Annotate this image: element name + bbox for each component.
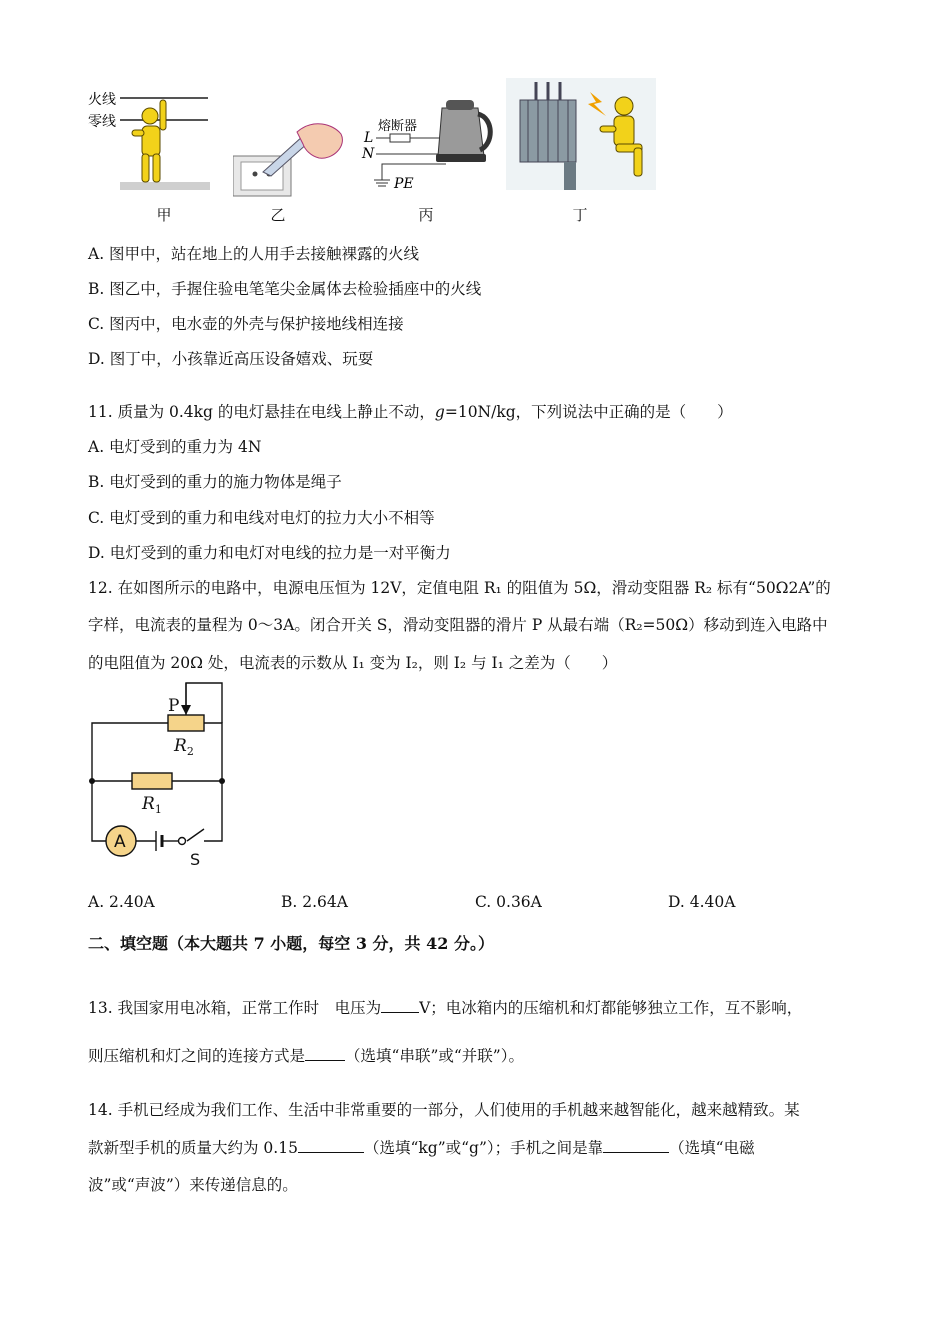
q14-text-1: 款新型手机的质量大约为 0.15 (88, 1139, 298, 1157)
q14-line-1: 14. 手机已经成为我们工作、生活中非常重要的一部分，人们使用的手机越来越智能化，越来越精致。某 (88, 1101, 800, 1119)
q11-stem-prefix: 11. 质量为 0.4kg 的电灯悬挂在电线上静止不动， (88, 403, 435, 421)
figure-jia (88, 74, 213, 199)
zero-line-label: 零线 (88, 114, 116, 130)
q11-g-symbol: g (434, 403, 445, 421)
slider-arrow-icon (181, 705, 191, 715)
live-wire-label: L (364, 130, 374, 146)
q13-text-3: 则压缩机和灯之间的连接方式是 (88, 1047, 306, 1065)
q13-line-1 (88, 996, 802, 1018)
q12-stem-line-3: 的电阻值为 20Ω 处，电流表的示数从 I₁ 变为 I₂，则 I₂ 与 I₁ 之差为（ ） (88, 654, 618, 672)
caption-bing: 丙 (418, 206, 434, 224)
q14-text-3: （选填“电磁 (669, 1139, 755, 1157)
fuse-symbol (390, 134, 410, 142)
q11-option-b: B. 电灯受到的重力的施力物体是绳子 (88, 473, 342, 491)
q13-text-4: （选填“串联”或“并联”）。 (345, 1047, 524, 1065)
q13-blank-1[interactable] (381, 998, 419, 1013)
neutral-wire-label: N (362, 146, 375, 162)
switch-label: S (190, 850, 201, 869)
q11-stem (88, 400, 733, 422)
resistor-r2 (168, 715, 204, 731)
q12-option-d: D. 4.40A (668, 893, 736, 911)
q12-stem-line-1: 12. 在如图所示的电路中，电源电压恒为 12V，定值电阻 R₁ 的阻值为 5Ω，滑动变阻器 R₂ 标有“50Ω2A”的 (88, 579, 831, 597)
q11-stem-suffix: =10N/kg，下列说法中正确的是（ ） (444, 403, 733, 421)
resistor-r1 (132, 773, 172, 789)
q13-line-2 (88, 1044, 524, 1066)
q13-blank-2[interactable] (305, 1046, 345, 1061)
q10-option-c: C. 图丙中，电水壶的外壳与保护接地线相连接 (88, 315, 404, 333)
q10-option-a: A. 图甲中，站在地上的人用手去接触裸露的火线 (88, 245, 420, 263)
battery-icon (156, 831, 162, 851)
section-2-heading: 二、填空题（本大题共 7 小题，每空 3 分，共 42 分。） (88, 934, 494, 953)
protective-earth-label: PE (394, 176, 414, 192)
q12-circuit-diagram (88, 675, 238, 875)
q14-line-3: 波”或“声波”）来传递信息的。 (88, 1176, 298, 1194)
caption-jia: 甲 (156, 206, 172, 224)
figure-bing (360, 74, 500, 199)
q12-option-c: C. 0.36A (475, 893, 542, 911)
q12-option-b: B. 2.64A (281, 893, 348, 911)
q14-blank-2[interactable] (603, 1138, 669, 1153)
ammeter-icon (106, 826, 136, 856)
q13-text-1: 13. 我国家用电冰箱，正常工作时 电压为 (88, 999, 382, 1017)
caption-yi: 乙 (270, 206, 286, 224)
q10-option-d: D. 图丁中，小孩靠近高压设备嬉戏、玩耍 (88, 350, 374, 368)
r1-label: $R_1$ (142, 794, 162, 816)
junction-right (219, 778, 225, 784)
q11-option-c: C. 电灯受到的重力和电线对电灯的拉力大小不相等 (88, 509, 435, 527)
q13-text-2: V；电冰箱内的压缩机和灯都能够独立工作，互不影响， (419, 999, 803, 1017)
person-touching-wire-icon (132, 100, 166, 182)
fire-line-label: 火线 (88, 92, 116, 108)
q14-blank-1[interactable] (298, 1138, 364, 1153)
figure-yi (233, 74, 353, 199)
caption-ding: 丁 (572, 206, 588, 224)
electric-kettle-icon (436, 100, 490, 162)
figure-ding (506, 74, 656, 199)
q14-text-2: （选填“kg”或“g”）；手机之间是靠 (363, 1139, 604, 1157)
q12-option-a: A. 2.40A (88, 893, 155, 911)
q10-option-b: B. 图乙中，手握住验电笔笔尖金属体去检验插座中的火线 (88, 280, 482, 298)
r2-label: $R_2$ (174, 736, 194, 758)
q12-stem-line-2: 字样，电流表的量程为 0～3A。闭合开关 S，滑动变阻器的滑片 P 从最右端（R₂=50Ω）移动到连入电路中 (88, 616, 828, 634)
switch-pivot (179, 838, 186, 845)
fuse-label: 熔断器 (378, 119, 418, 134)
ammeter-label: A (114, 832, 126, 852)
figure-row (88, 74, 668, 224)
q14-line-2 (88, 1136, 755, 1158)
q11-option-a: A. 电灯受到的重力为 4N (88, 438, 262, 456)
junction-left (89, 778, 95, 784)
slider-p-label: P (168, 696, 180, 716)
test-pen-icon (263, 124, 342, 176)
q11-option-d: D. 电灯受到的重力和电灯对电线的拉力是一对平衡力 (88, 544, 451, 562)
